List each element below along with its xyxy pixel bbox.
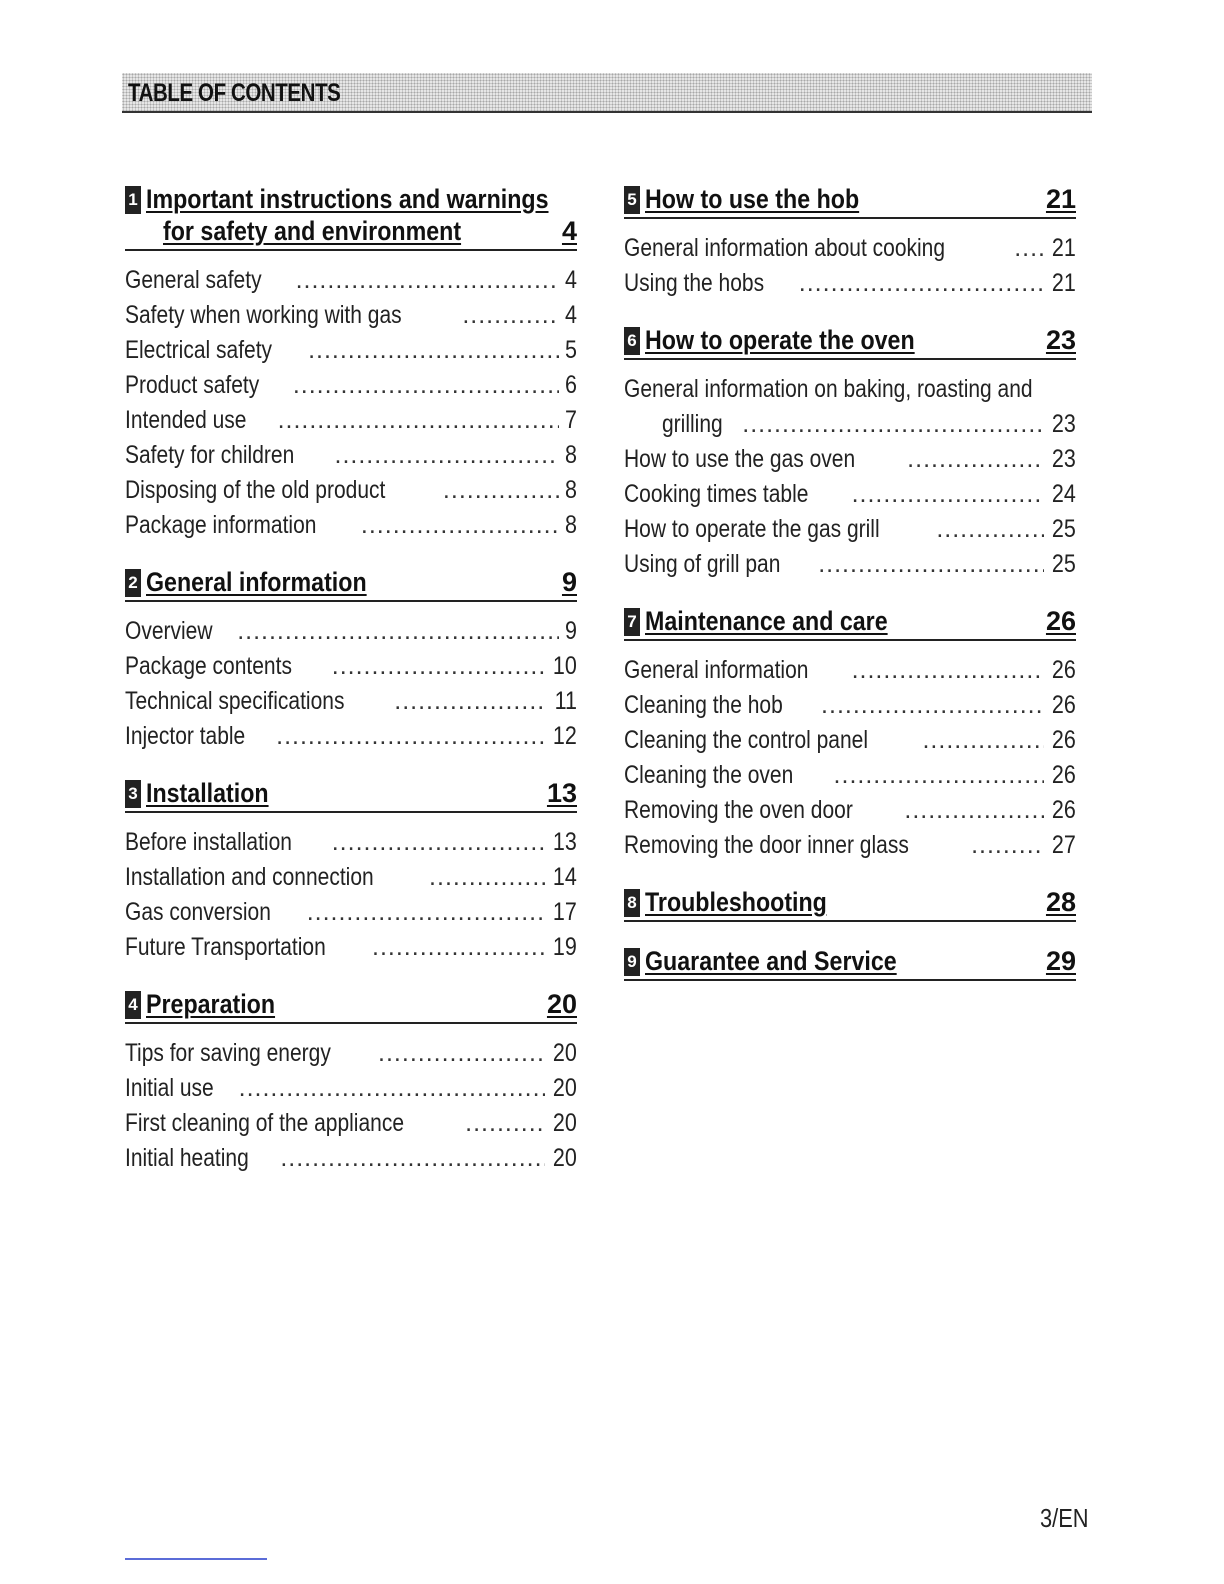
- leader-dots: [465, 1106, 545, 1141]
- leader-dots: [239, 1071, 546, 1106]
- toc-entry[interactable]: [624, 477, 1076, 512]
- leader-dots: [904, 793, 1044, 828]
- toc-section-5: [624, 183, 1076, 301]
- entry-page: 14: [553, 863, 577, 891]
- entry-text: Removing the door inner glass: [624, 831, 909, 859]
- toc-entry[interactable]: [125, 1071, 577, 1106]
- section-page: 28: [1045, 887, 1076, 917]
- entry-text: General information about cooking: [624, 234, 946, 262]
- toc-section-8: [624, 886, 1076, 922]
- toc-entry[interactable]: [125, 333, 577, 368]
- toc-entry[interactable]: [125, 403, 577, 438]
- entry-page: 26: [1052, 761, 1076, 789]
- entry-text: Package contents: [125, 652, 292, 680]
- toc-entry[interactable]: [125, 1106, 577, 1141]
- leader-dots: [293, 368, 559, 403]
- entry-page: 9: [565, 617, 577, 645]
- section-page: 20: [546, 989, 577, 1019]
- section-title: How to operate the oven: [645, 325, 915, 355]
- leader-dots: [332, 649, 545, 684]
- entry-page: 12: [553, 722, 577, 750]
- entry-text: Removing the oven door: [624, 796, 853, 824]
- section-page: 21: [1045, 184, 1076, 214]
- section-title: Important instructions and warnings: [146, 184, 549, 214]
- section-number-badge: 2: [125, 569, 141, 597]
- entry-page: 26: [1052, 796, 1076, 824]
- entry-text-line2: grilling: [662, 410, 723, 438]
- entry-text: Tips for saving energy: [125, 1039, 331, 1067]
- entry-text: Technical specifications: [125, 687, 345, 715]
- toc-section-2: [125, 566, 577, 754]
- entry-page: 20: [553, 1074, 577, 1102]
- toc-entry[interactable]: [624, 442, 1076, 477]
- footer-rule: [125, 1558, 267, 1560]
- section-number-badge: 7: [624, 608, 640, 636]
- toc-entry[interactable]: [624, 828, 1076, 863]
- entry-text: First cleaning of the appliance: [125, 1109, 405, 1137]
- toc-entry[interactable]: [624, 793, 1076, 828]
- toc-entry[interactable]: [125, 1141, 577, 1176]
- page-number: 3/EN: [1040, 1503, 1089, 1533]
- toc-entry[interactable]: [125, 508, 577, 543]
- entry-page: 8: [565, 511, 577, 539]
- section-page: 13: [546, 778, 577, 808]
- section-page: 4: [561, 216, 577, 246]
- section-page: 26: [1045, 606, 1076, 636]
- entry-text: Before installation: [125, 828, 292, 856]
- toc-section-1: [125, 183, 577, 543]
- entry-page: 20: [553, 1144, 577, 1172]
- entry-text: Product safety: [125, 371, 260, 399]
- entry-page: 10: [553, 652, 577, 680]
- entry-text: Overview: [125, 617, 213, 645]
- entry-page: 8: [565, 441, 577, 469]
- entry-text: Initial use: [125, 1074, 214, 1102]
- entry-page: 8: [565, 476, 577, 504]
- entry-page: 25: [1052, 550, 1076, 578]
- entry-text: How to operate the gas grill: [624, 515, 880, 543]
- leader-dots: [429, 860, 545, 895]
- section-heading[interactable]: [624, 945, 1076, 981]
- leader-dots: [818, 547, 1044, 582]
- entry-page: 4: [565, 266, 577, 294]
- toc-section-6: [624, 324, 1076, 582]
- toc-entry[interactable]: [125, 895, 577, 930]
- toc-entry[interactable]: [125, 684, 577, 719]
- toc-entry[interactable]: [125, 860, 577, 895]
- entry-page: 20: [553, 1039, 577, 1067]
- entry-page: 5: [565, 336, 577, 364]
- leader-dots: [237, 614, 559, 649]
- toc-entry[interactable]: [125, 263, 577, 298]
- section-heading[interactable]: [125, 988, 577, 1024]
- entry-text: How to use the gas oven: [624, 445, 856, 473]
- entry-text: Future Transportation: [125, 933, 326, 961]
- leader-dots: [307, 895, 545, 930]
- leader-dots: [276, 719, 545, 754]
- toc-section-9: [624, 945, 1076, 981]
- toc-section-3: [125, 777, 577, 965]
- section-title: Guarantee and Service: [645, 946, 897, 976]
- toc-entry[interactable]: [125, 649, 577, 684]
- section-number-badge: 6: [624, 327, 640, 355]
- entry-page: 6: [565, 371, 577, 399]
- leader-dots: [361, 508, 559, 543]
- section-number-badge: 3: [125, 780, 141, 808]
- section-heading[interactable]: [624, 324, 1076, 360]
- toc-entry[interactable]: [125, 614, 577, 649]
- section-number-badge: 8: [624, 889, 640, 917]
- leader-dots: [799, 266, 1044, 301]
- leader-dots: [443, 473, 559, 508]
- leader-dots: [852, 477, 1045, 512]
- entry-page: 26: [1052, 691, 1076, 719]
- toc-entry[interactable]: [125, 368, 577, 403]
- toc-title-bar: [122, 73, 1092, 113]
- entry-text: Disposing of the old product: [125, 476, 386, 504]
- leader-dots: [742, 407, 1044, 442]
- section-heading[interactable]: [125, 566, 577, 602]
- entry-text: Using the hobs: [624, 269, 765, 297]
- leader-dots: [922, 723, 1044, 758]
- entry-page: 21: [1052, 234, 1076, 262]
- toc-entry[interactable]: [125, 719, 577, 754]
- section-title-line2: for safety and environment: [163, 216, 462, 246]
- section-page: 23: [1045, 325, 1076, 355]
- leader-dots: [308, 333, 559, 368]
- entry-text: Gas conversion: [125, 898, 271, 926]
- entry-text: Initial heating: [125, 1144, 249, 1172]
- entry-text: Installation and connection: [125, 863, 374, 891]
- leader-dots: [1014, 231, 1044, 266]
- section-title: Troubleshooting: [645, 887, 827, 917]
- leader-dots: [296, 263, 560, 298]
- entry-page: 26: [1052, 656, 1076, 684]
- entry-page: 21: [1052, 269, 1076, 297]
- toc-entry[interactable]: [125, 1036, 577, 1071]
- toc-section-7: [624, 605, 1076, 863]
- section-title: How to use the hob: [645, 184, 860, 214]
- entry-page: 13: [553, 828, 577, 856]
- section-heading[interactable]: [125, 183, 577, 251]
- toc-entry[interactable]: [624, 547, 1076, 582]
- section-title: Preparation: [146, 989, 276, 1019]
- toc-entry[interactable]: [624, 231, 1076, 266]
- toc-entry[interactable]: [125, 298, 577, 333]
- entry-page: 27: [1052, 831, 1076, 859]
- section-number-badge: 4: [125, 991, 141, 1019]
- section-number-badge: 1: [125, 186, 141, 214]
- entry-text: Cleaning the oven: [624, 761, 794, 789]
- entry-text: General information: [624, 656, 809, 684]
- section-heading[interactable]: [125, 777, 577, 813]
- entry-text: Cooking times table: [624, 480, 809, 508]
- toc-entry[interactable]: [125, 930, 577, 965]
- entry-page: 24: [1052, 480, 1076, 508]
- entry-text: Injector table: [125, 722, 246, 750]
- entry-page: 19: [553, 933, 577, 961]
- section-number-badge: 5: [624, 186, 640, 214]
- section-heading[interactable]: [624, 886, 1076, 922]
- entry-page: 20: [553, 1109, 577, 1137]
- leader-dots: [821, 688, 1044, 723]
- entry-text: General safety: [125, 266, 262, 294]
- entry-page: 23: [1052, 410, 1076, 438]
- entry-page: 4: [565, 301, 577, 329]
- entry-text: Electrical safety: [125, 336, 273, 364]
- section-title: Maintenance and care: [645, 606, 888, 636]
- entry-text: Safety when working with gas: [125, 301, 402, 329]
- leader-dots: [280, 1141, 545, 1176]
- toc-entry[interactable]: [125, 438, 577, 473]
- section-heading[interactable]: [624, 183, 1076, 219]
- toc-entry[interactable]: [624, 372, 1076, 442]
- entry-text: Intended use: [125, 406, 247, 434]
- leader-dots: [462, 298, 559, 333]
- section-number-badge: 9: [624, 948, 640, 976]
- leader-dots: [278, 403, 560, 438]
- entry-text: Cleaning the control panel: [624, 726, 869, 754]
- section-heading[interactable]: [624, 605, 1076, 641]
- entry-page: 23: [1052, 445, 1076, 473]
- leader-dots: [335, 438, 560, 473]
- toc-entry[interactable]: [624, 653, 1076, 688]
- entry-text: Package information: [125, 511, 317, 539]
- leader-dots: [378, 1036, 545, 1071]
- entry-page: 26: [1052, 726, 1076, 754]
- entry-text: General information on baking, roasting and: [624, 375, 1033, 403]
- toc-entry[interactable]: [624, 512, 1076, 547]
- toc-section-4: [125, 988, 577, 1176]
- toc-entry[interactable]: [624, 266, 1076, 301]
- leader-dots: [936, 512, 1044, 547]
- entry-page: 25: [1052, 515, 1076, 543]
- entry-text: Safety for children: [125, 441, 295, 469]
- leader-dots: [852, 653, 1045, 688]
- section-page: 29: [1045, 946, 1076, 976]
- section-page: 9: [561, 567, 577, 597]
- toc-right-column: [624, 183, 1076, 1004]
- leader-dots: [332, 825, 545, 860]
- leader-dots: [971, 828, 1044, 863]
- section-title: Installation: [146, 778, 269, 808]
- toc-entry[interactable]: [125, 825, 577, 860]
- leader-dots: [394, 684, 547, 719]
- toc-entry[interactable]: [624, 723, 1076, 758]
- leader-dots: [907, 442, 1044, 477]
- leader-dots: [834, 758, 1045, 793]
- toc-entry[interactable]: [125, 473, 577, 508]
- entry-text: Cleaning the hob: [624, 691, 783, 719]
- entry-page: 7: [565, 406, 577, 434]
- entry-text: Using of grill pan: [624, 550, 781, 578]
- toc-entry[interactable]: [624, 688, 1076, 723]
- toc-entry[interactable]: [624, 758, 1076, 793]
- entry-page: 11: [554, 687, 577, 715]
- toc-left-column: [125, 183, 577, 1199]
- section-title: General information: [146, 567, 367, 597]
- leader-dots: [372, 930, 545, 965]
- entry-page: 17: [553, 898, 577, 926]
- toc-title: TABLE OF CONTENTS: [128, 79, 341, 107]
